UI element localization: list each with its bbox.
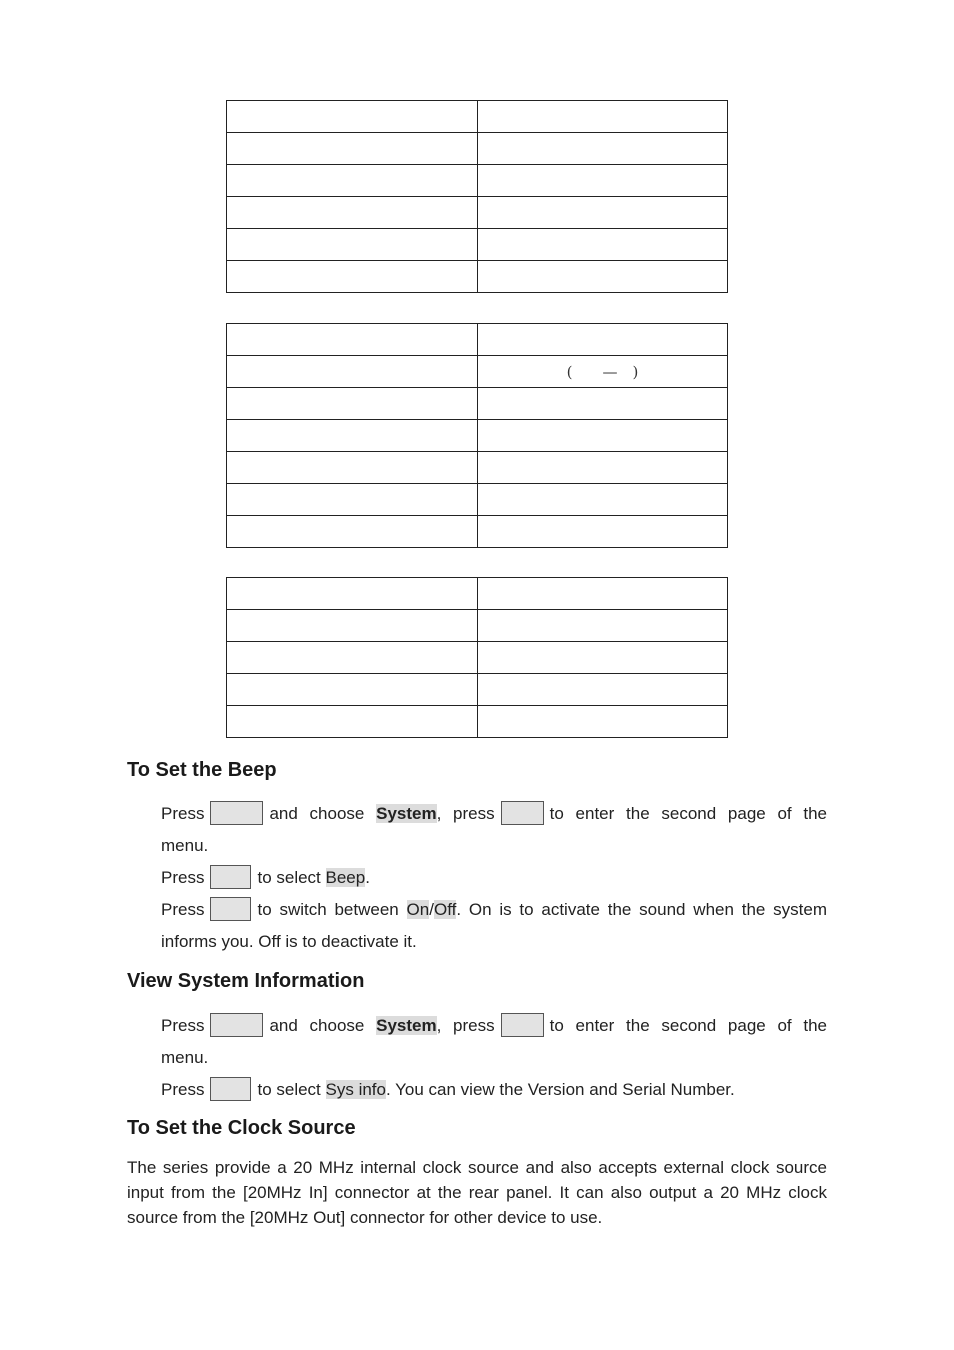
section-heading-sysinfo: View System Information xyxy=(127,970,365,992)
table-cell xyxy=(227,165,478,197)
step-text: and choose xyxy=(269,804,365,823)
table-cell xyxy=(478,674,728,706)
table-cell xyxy=(478,133,728,165)
option-on: On xyxy=(406,900,430,919)
table-row xyxy=(227,706,728,738)
table-row xyxy=(227,356,728,388)
table-row xyxy=(227,324,728,356)
table-cell xyxy=(478,484,728,516)
table-cell xyxy=(227,229,478,261)
clock-paragraph: The series provide a 20 MHz internal clock source and also accepts external clock source input from the [20MHz In] connector at the rear panel. It can also output a 20 MHz clock source from the [20MHz Out] connector for other device to use. xyxy=(127,1158,827,1227)
table-cell xyxy=(227,610,478,642)
sysinfo-step-1-line-1 xyxy=(161,1010,827,1042)
step-text: , press xyxy=(436,804,495,823)
table-cell xyxy=(227,578,478,610)
table-row xyxy=(227,101,728,133)
table-cell xyxy=(478,101,728,133)
table-row xyxy=(227,452,728,484)
table-cell xyxy=(227,420,478,452)
beep-step-1-line-1 xyxy=(161,798,827,830)
table-row xyxy=(227,133,728,165)
step-text: Press xyxy=(161,804,205,823)
table-2 xyxy=(226,323,728,548)
menu-item-system: System xyxy=(376,1016,437,1035)
table-cell xyxy=(478,229,728,261)
table-row xyxy=(227,516,728,548)
table-cell xyxy=(227,197,478,229)
section-heading-beep: To Set the Beep xyxy=(127,759,277,781)
step-text: and choose xyxy=(269,1016,365,1035)
table-cell xyxy=(478,388,728,420)
function-key xyxy=(210,1013,263,1037)
beep-step-3-line-1 xyxy=(161,894,827,926)
table-cell xyxy=(478,516,728,548)
table-3 xyxy=(226,577,728,738)
table-row xyxy=(227,261,728,293)
table-row xyxy=(227,229,728,261)
beep-step-1-line-2: menu. xyxy=(161,836,209,855)
table-row xyxy=(227,610,728,642)
table-row xyxy=(227,484,728,516)
step-text: / xyxy=(429,900,434,919)
table-cell xyxy=(478,642,728,674)
step-text: to select xyxy=(257,868,321,887)
table-row xyxy=(227,388,728,420)
table-cell xyxy=(478,165,728,197)
table-cell xyxy=(227,101,478,133)
table-row xyxy=(227,578,728,610)
table-cell xyxy=(227,324,478,356)
function-key xyxy=(210,801,263,825)
table-cell xyxy=(227,388,478,420)
table-cell xyxy=(478,324,728,356)
step-text: Press xyxy=(161,900,205,919)
step-text: to enter the second page of the xyxy=(549,1016,828,1035)
table-cell xyxy=(478,452,728,484)
table-row xyxy=(227,420,728,452)
step-text: to switch between xyxy=(257,900,399,919)
table-row xyxy=(227,674,728,706)
softkey xyxy=(501,1013,544,1037)
table-cell xyxy=(478,197,728,229)
step-text: . You can view the Version and Serial Number. xyxy=(386,1080,735,1099)
table-cell xyxy=(227,706,478,738)
table-cell xyxy=(478,261,728,293)
softkey xyxy=(501,801,544,825)
step-text: Press xyxy=(161,868,205,887)
sysinfo-step-1-line-2: menu. xyxy=(161,1048,209,1067)
beep-step-2 xyxy=(161,862,827,894)
step-text: to enter the second page of the xyxy=(549,804,828,823)
table-cell xyxy=(227,261,478,293)
step-text: . On is to activate the sound when the system xyxy=(456,900,827,919)
table-cell xyxy=(227,133,478,165)
softkey xyxy=(210,897,251,921)
softkey xyxy=(210,865,251,889)
table-row xyxy=(227,642,728,674)
table-1 xyxy=(226,100,728,293)
table-cell xyxy=(227,484,478,516)
section-heading-clock: To Set the Clock Source xyxy=(127,1117,356,1139)
menu-item-sys-info: Sys info xyxy=(325,1080,386,1099)
step-text: to select xyxy=(257,1080,321,1099)
table-cell xyxy=(227,642,478,674)
table-row xyxy=(227,165,728,197)
table-cell xyxy=(227,674,478,706)
step-text: , press xyxy=(436,1016,495,1035)
table-cell xyxy=(227,356,478,388)
table-cell: ( — ) xyxy=(478,356,728,388)
menu-item-beep: Beep xyxy=(325,868,366,887)
beep-step-3-line-2: informs you. Off is to deactivate it. xyxy=(161,932,417,951)
option-off: Off xyxy=(433,900,457,919)
table-cell xyxy=(478,420,728,452)
table-cell xyxy=(478,706,728,738)
step-text: . xyxy=(365,868,370,887)
menu-item-system: System xyxy=(376,804,437,823)
softkey xyxy=(210,1077,251,1101)
table-cell xyxy=(478,578,728,610)
step-text: Press xyxy=(161,1016,205,1035)
step-text: Press xyxy=(161,1080,205,1099)
table-row xyxy=(227,197,728,229)
table-cell xyxy=(227,516,478,548)
table-cell xyxy=(478,610,728,642)
table-cell xyxy=(227,452,478,484)
sysinfo-step-2 xyxy=(161,1074,827,1106)
